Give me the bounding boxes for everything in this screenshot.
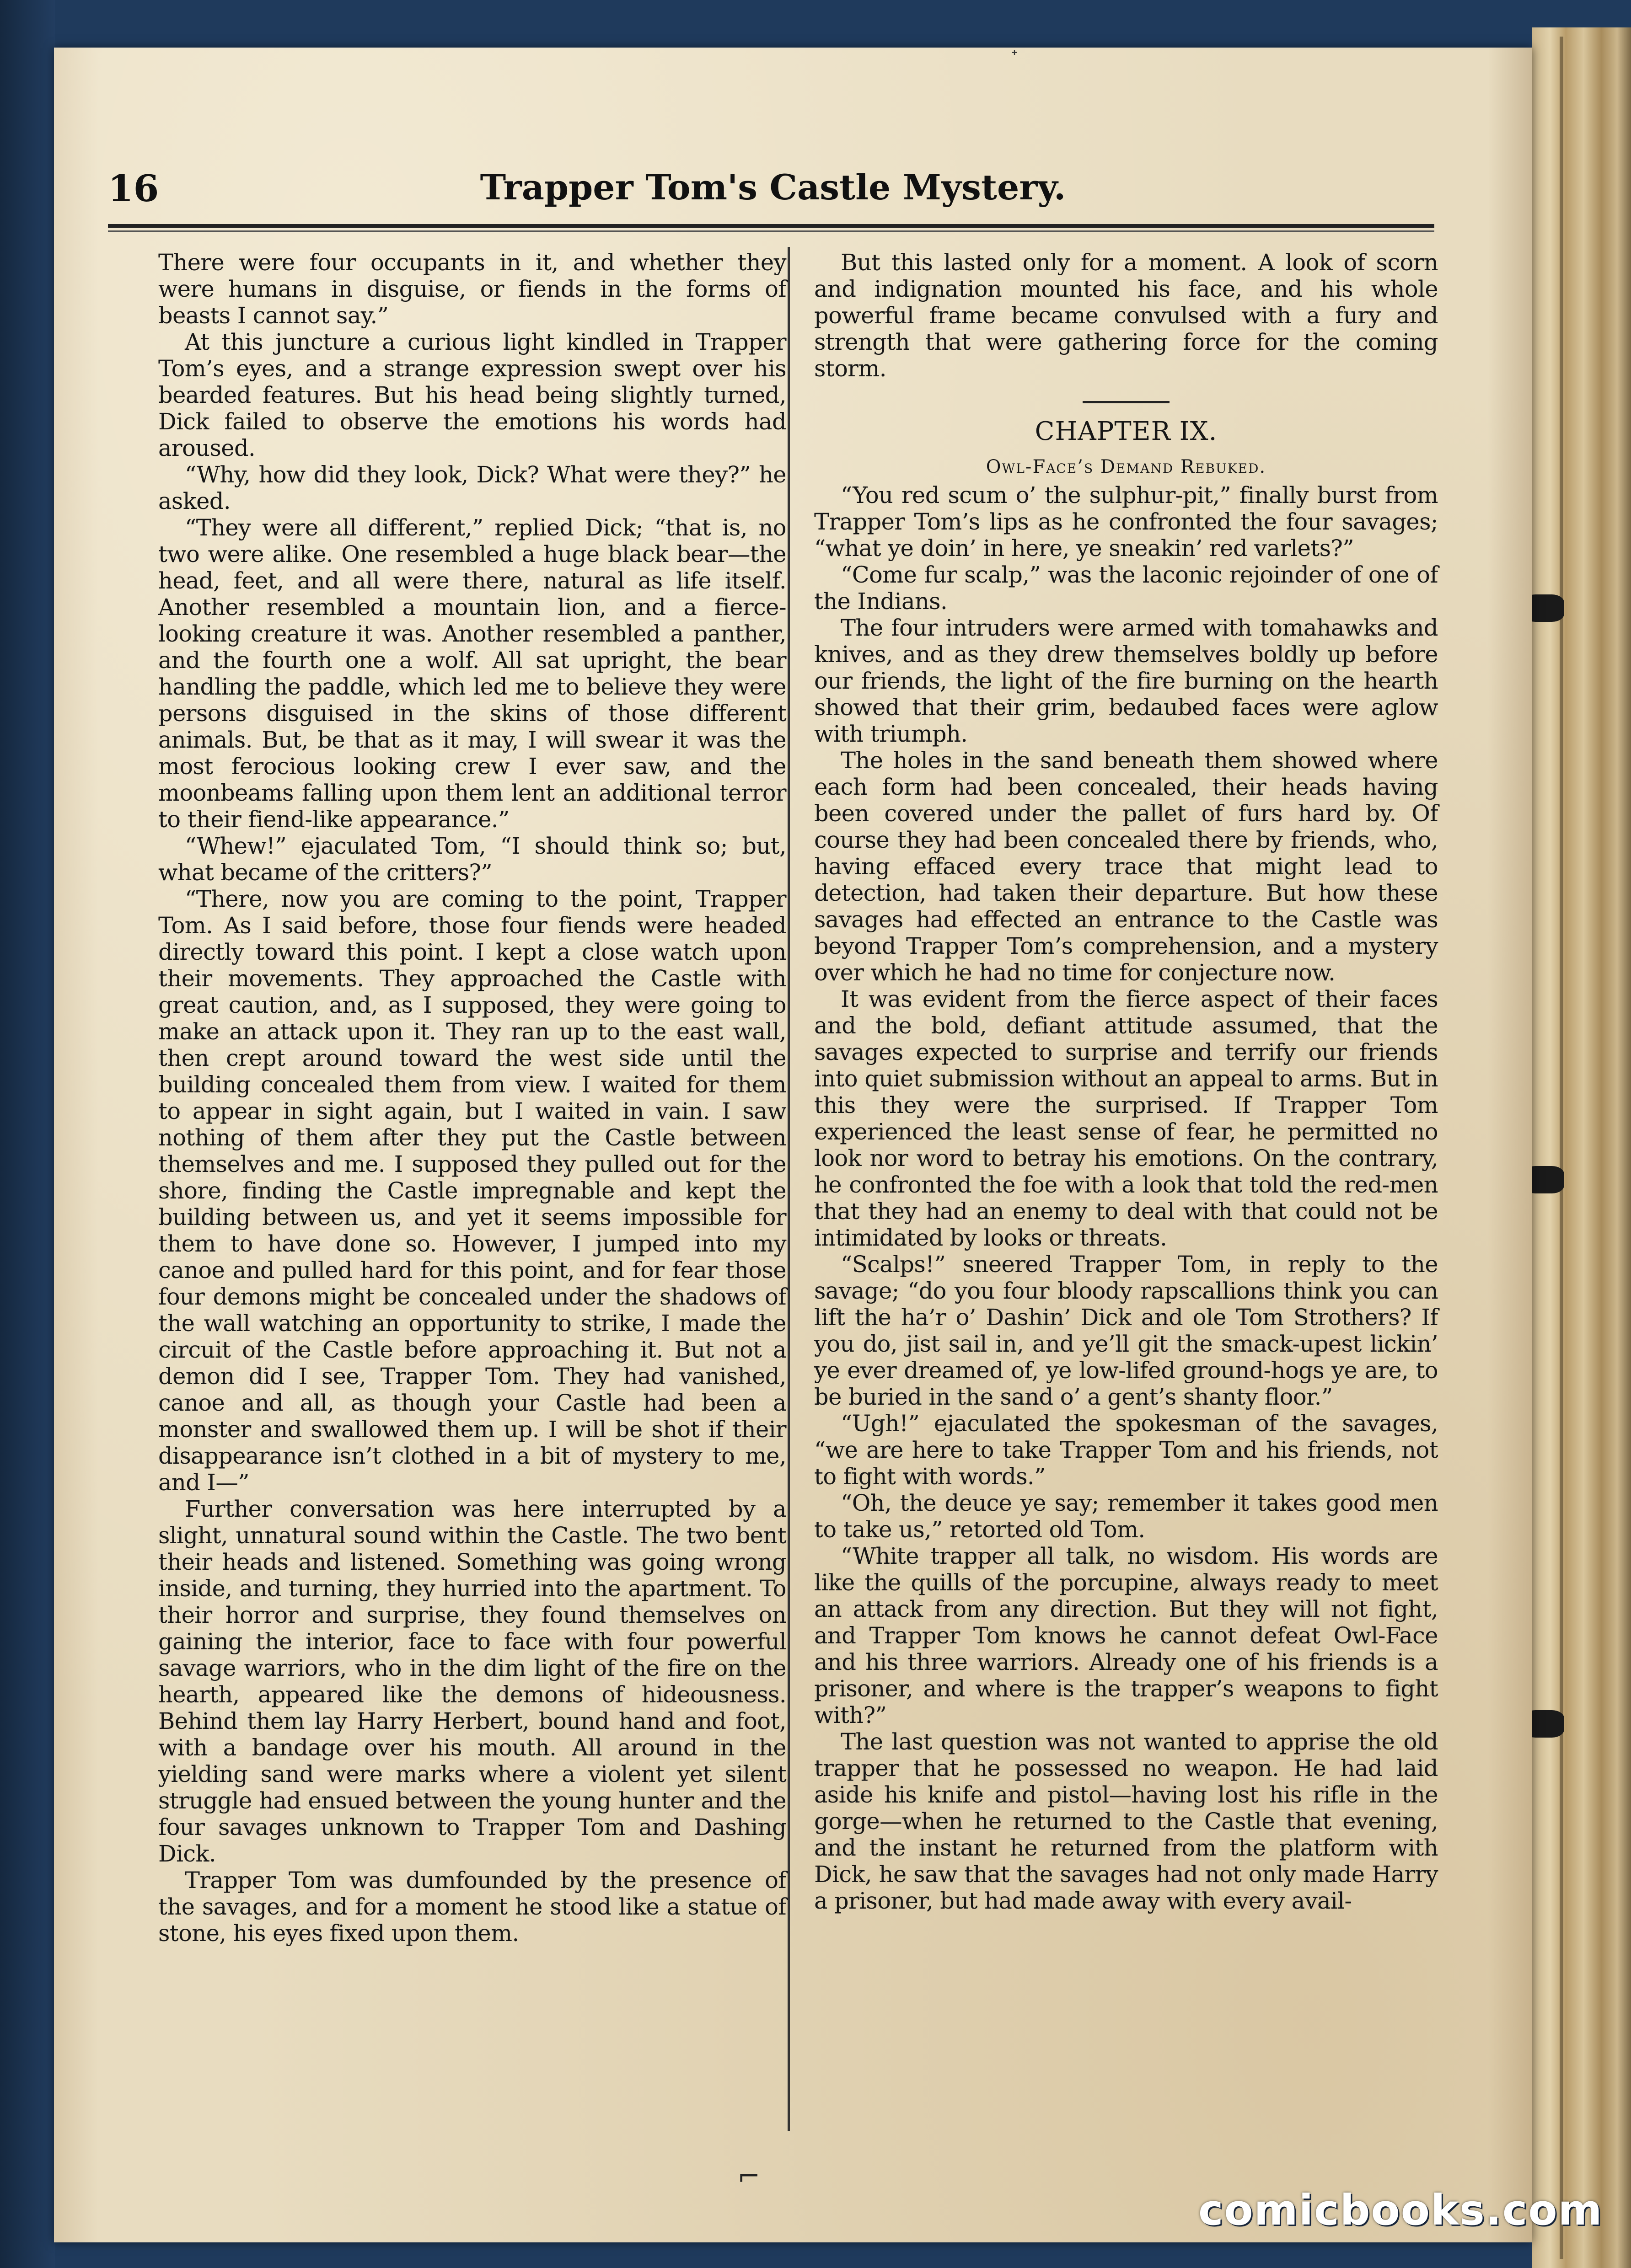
right-column [814, 249, 1438, 1914]
paragraph: “There, now you are coming to the point, Trapper Tom. As I said before, those four fiends were headed directly toward this point. I kept a close watch upon their movements. They approached the Castle with great caution, and, as I supposed, they were going to make an attack upon it. They ran up to the east wall, then crept around toward the west side until the building concealed them from view. I waited for them to appear in sight again, but I waited in vain. I saw nothing of them after they put the Castle between themselves and me. I supposed they pulled out for the shore, finding the Castle impregnable and kept the building between us, and yet it seems impossible for them to have done so. However, I jumped into my canoe and pulled hard for this point, and for fear those four demons might be concealed under the shadows of the wall watching an opportunity to strike, I made the circuit of the Castle before approaching it. But not a demon did I see, Trapper Tom. They had vanished, canoe and all, as though your Castle had been a monster and swallowed them up. I will be shot if their disappearance isn’t clothed in a bit of mystery to me, and I—” [158, 886, 786, 1496]
paragraph: Trapper Tom was dumfounded by the presence of the savages, and for a moment he stood like a statue of stone, his eyes fixed upon them. [158, 1867, 786, 1947]
header-rule [108, 224, 1434, 228]
header-rule-thin [108, 230, 1434, 232]
paragraph: “They were all different,” replied Dick; “that is, no two were alike. One resembled a huge black bear—the head, feet, and all were there, natural as life itself. Another resembled a mountain lion, and a fierce-looking creature it was. Another resembled a panther, and the fourth one a wolf. All sat upright, the bear handling the paddle, which led me to believe they were persons disguised in the skins of those different animals. But, be that as it may, I will swear it was the most ferocious looking crew I ever saw, and the moonbeams falling upon them lent an additional terror to their fiend-like appearance.” [158, 514, 786, 833]
page-header [108, 162, 1438, 231]
paragraph: There were four occupants in it, and whether they were humans in disguise, or fiends in the forms of beasts I cannot say.” [158, 249, 786, 329]
paragraph: The last question was not wanted to apprise the old trapper that he possessed no weapon. He had laid aside his knife and pistol—having lost his rifle in the gorge—when he returned to the Castle that evening, and the instant he returned from the platform with Dick, he saw that the savages had not only made Harry a prisoner, but had made away with every avail- [814, 1728, 1438, 1914]
paragraph: “Scalps!” sneered Trapper Tom, in reply to the savage; “do you four bloody rapscallions think you can lift the ha’r o’ Dashin’ Dick and ole Tom Strothers? If you do, jist sail in, and ye’ll git the smack-upest lickin’ ye ever dreamed of, ye low-lifed ground-hogs ye are, to be buried in the sand o’ a gent’s shanty floor.” [814, 1251, 1438, 1410]
chapter-title: CHAPTER IX. [1035, 417, 1218, 446]
paragraph: The holes in the sand beneath them showed where each form had been concealed, their heads having been covered under the pallet of furs hard by. Of course they had been concealed there by friends, who, having effaced every trace that might lead to detection, had taken their departure. But how these savages had effected an entrance to the Castle was beyond Trapper Tom’s comprehension, and a mystery over which he had no time for conjecture now. [814, 747, 1438, 986]
paragraph: “Come fur scalp,” was the laconic rejoinder of one of the Indians. [814, 562, 1438, 615]
paragraph: At this juncture a curious light kindled in Trapper Tom’s eyes, and a strange expression swept over his bearded features. But his head being slightly turned, Dick failed to observe the emotions his words had aroused. [158, 329, 786, 461]
site-watermark: comicbooks.com [1198, 2186, 1603, 2235]
paragraph: “Why, how did they look, Dick? What were they?” he asked. [158, 461, 786, 514]
right-column-intro [814, 249, 1438, 382]
paragraph: “You red scum o’ the sulphur-pit,” finally burst from Trapper Tom’s lips as he confronted the four savages; “what ye doin’ in here, ye sneakin’ red varlets?” [814, 482, 1438, 562]
right-column-body [814, 482, 1438, 1914]
paragraph: “White trapper all talk, no wisdom. His words are like the quills of the porcupine, always ready to meet an attack from any direction. But they will not fight, and Trapper Tom knows he cannot defeat Owl-Face and his three warriors. Already one of his friends is a prisoner, and where is the trapper’s weapons to fight with?” [814, 1543, 1438, 1728]
paragraph: “Whew!” ejaculated Tom, “I should think so; but, what became of the critters?” [158, 833, 786, 886]
chapter-rule [1083, 401, 1170, 403]
paragraph: “Ugh!” ejaculated the spokesman of the savages, “we are here to take Trapper Tom and his friends, not to fight with words.” [814, 1410, 1438, 1490]
binding-fold [1560, 37, 1563, 2259]
left-column [158, 249, 786, 1947]
column-divider [788, 247, 790, 2131]
paragraph: But this lasted only for a moment. A look of scorn and indignation mounted his face, and his whole powerful frame became convulsed with a fury and strength that were gathering force for the coming storm. [814, 249, 1438, 382]
paragraph: “Oh, the deuce ye say; remember it takes good men to take us,” retorted old Tom. [814, 1490, 1438, 1543]
cover-edge-left [0, 0, 55, 2268]
paragraph: The four intruders were armed with tomahawks and knives, and as they drew themselves boldly up before our friends, the light of the fire burning on the hearth showed that their grim, bedaubed faces were aglow with triumph. [814, 615, 1438, 747]
running-title: Trapper Tom's Castle Mystery. [480, 167, 1066, 208]
binding-spine [1532, 27, 1631, 2268]
chapter-subtitle: Owl-Face’s Demand Rebuked. [986, 456, 1266, 477]
print-mark-bottom: ⌐ [737, 2161, 761, 2193]
paragraph: Further conversation was here interrupted by a slight, unnatural sound within the Castle. The two bent their heads and listened. Something was going wrong inside, and turning, they hurried into the apartment. To their horror and surprise, they found themselves on gaining the interior, face to face with four powerful savage warriors, who in the dim light of the fire on the hearth, appeared like the demons of hideousness. Behind them lay Harry Herbert, bound hand and foot, with a bandage over his mouth. All around in the yielding sand were marks where a violent yet silent struggle had ensued between the young hunter and the four savages unknown to Trapper Tom and Dashing Dick. [158, 1496, 786, 1867]
page-number: 16 [108, 167, 159, 210]
print-mark-top: ᐩ [1011, 46, 1018, 67]
paragraph: It was evident from the fierce aspect of their faces and the bold, defiant attitude assumed, that the savages expected to surprise and terrify our friends into quiet submission without an appeal to arms. But in this they were the surprised. If Trapper Tom experienced the least sense of fear, he permitted no look nor word to betray his emotions. On the contrary, he confronted the foe with a look that told the red-men that they had an enemy to deal with that could not be intimidated by looks or threats. [814, 986, 1438, 1251]
